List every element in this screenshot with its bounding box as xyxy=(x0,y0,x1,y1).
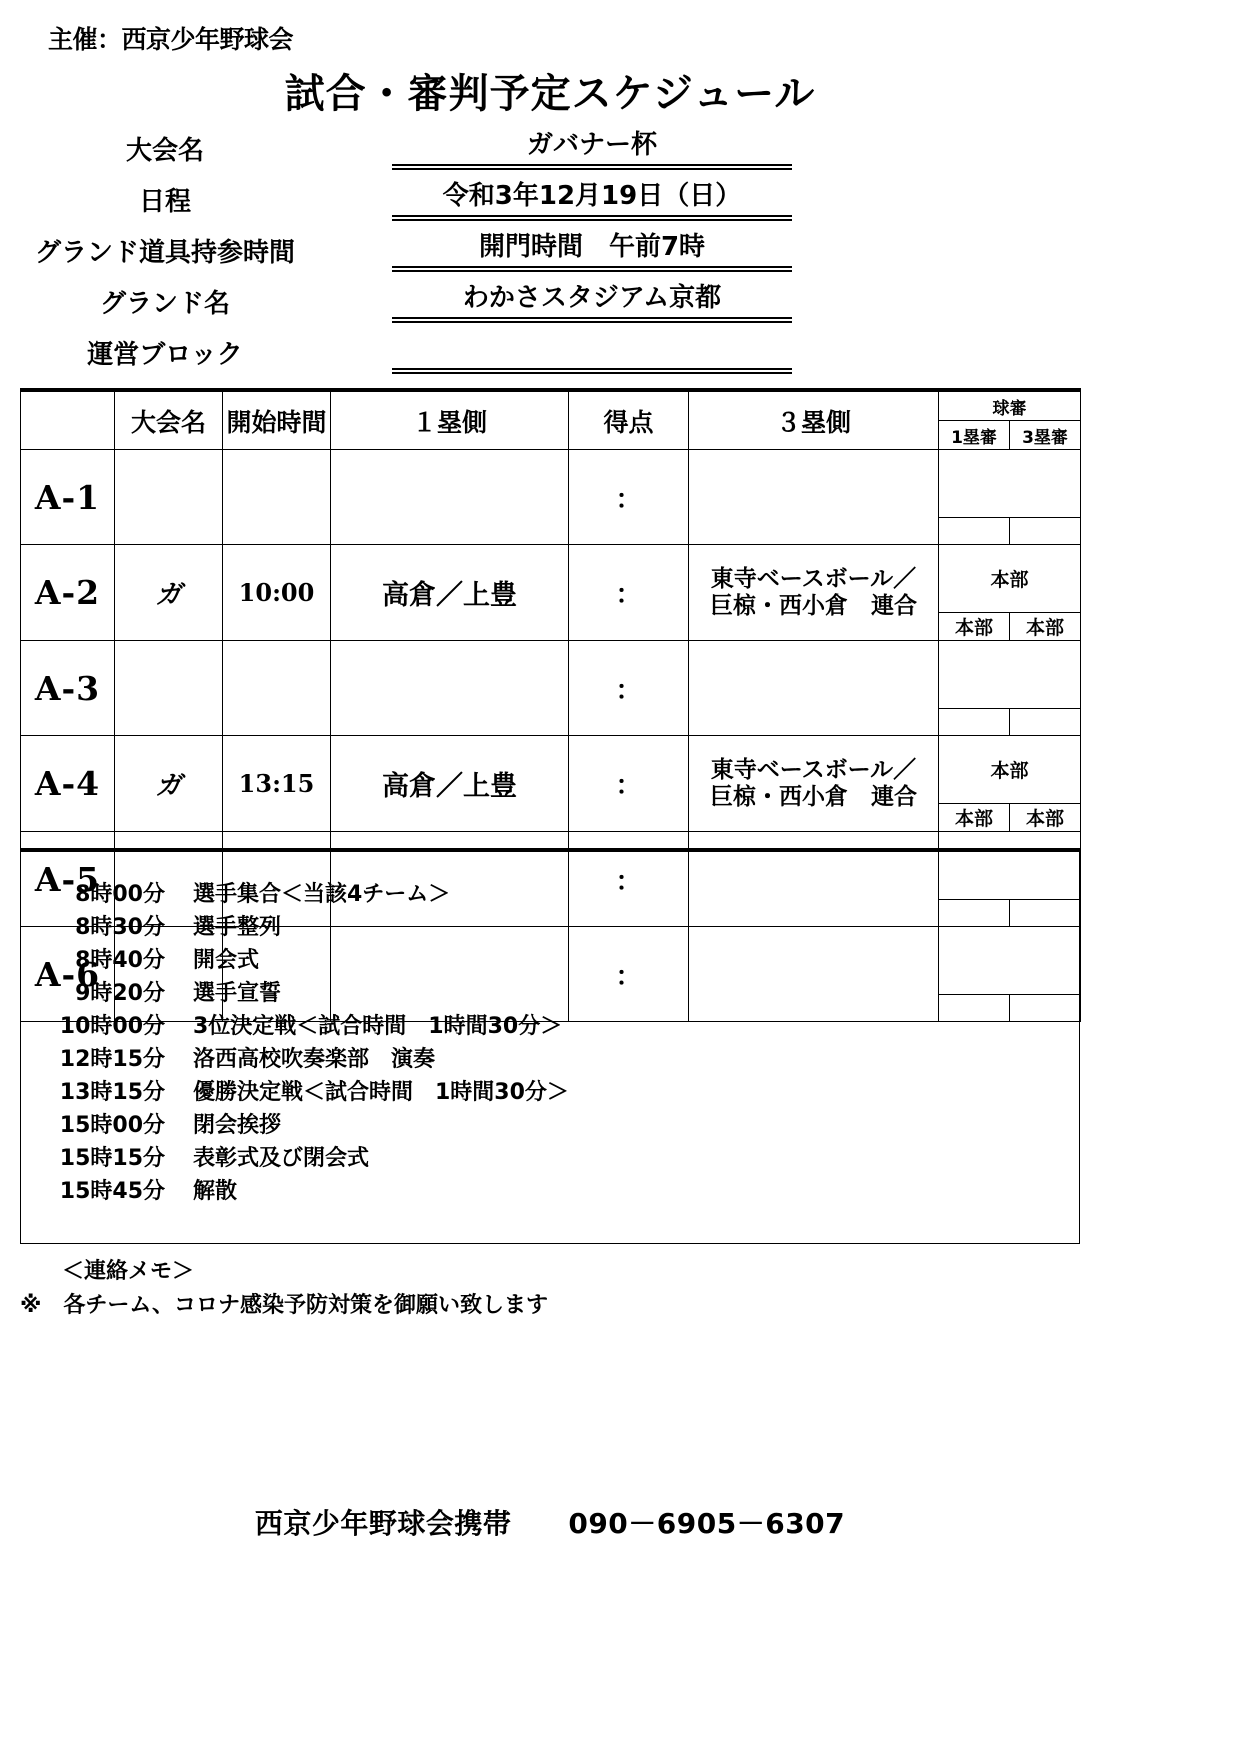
row-start-time[interactable]: 10:00 xyxy=(223,545,331,641)
timeline-time: 15時00分 xyxy=(59,1113,165,1138)
field-value-ground-name[interactable]: わかさスタジアム京都 xyxy=(462,283,722,313)
field-underline xyxy=(392,317,792,323)
row-umpire-main[interactable] xyxy=(939,450,1081,518)
table-row xyxy=(21,641,1081,709)
list-item xyxy=(47,1076,1079,1109)
timeline-text: 解散 xyxy=(193,1179,238,1204)
row-umpire-third[interactable] xyxy=(1010,518,1081,545)
list-item xyxy=(47,878,1079,911)
row-third-base-team[interactable] xyxy=(689,545,939,641)
row-umpire-main[interactable] xyxy=(939,641,1081,709)
field-underline xyxy=(392,368,792,374)
field-value-wrap xyxy=(392,281,792,323)
timeline-time: 13時15分 xyxy=(59,1080,165,1105)
third-base-line1: 東寺ベースボール／ xyxy=(710,757,917,784)
form-field-row xyxy=(0,128,1100,179)
row-umpire-first[interactable]: 本部 xyxy=(939,804,1010,832)
field-value-wrap xyxy=(392,179,792,221)
header-umpire-third: 3塁審 xyxy=(1010,421,1081,450)
timeline-text: 3位決定戦＜試合時間 1時間30分＞ xyxy=(193,1014,563,1039)
row-tournament[interactable]: ガ xyxy=(115,545,223,641)
footer-contact: 西京少年野球会携帯 090－6905－6307 xyxy=(254,1507,846,1540)
field-value-wrap xyxy=(392,332,792,374)
field-underline xyxy=(392,164,792,170)
field-value-equipment-time[interactable]: 開門時間 午前7時 xyxy=(478,232,706,262)
row-id: A-6 xyxy=(21,927,115,1022)
field-value-wrap xyxy=(392,128,792,170)
row-start-time[interactable] xyxy=(223,450,331,545)
form-fields xyxy=(0,128,1100,383)
row-score[interactable]: ： xyxy=(569,545,689,641)
row-id: A-3 xyxy=(21,641,115,736)
header-start-time: 開始時間 xyxy=(223,390,331,450)
row-id: A-2 xyxy=(21,545,115,641)
row-tournament[interactable] xyxy=(115,641,223,736)
timeline-text: 洛西高校吹奏楽部 演奏 xyxy=(193,1047,436,1072)
timeline-time: 15時45分 xyxy=(59,1179,165,1204)
list-item xyxy=(47,1010,1079,1043)
timeline-time: 12時15分 xyxy=(59,1047,165,1072)
row-tournament[interactable]: ガ xyxy=(115,736,223,832)
field-label-operation-block: 運営ブロック xyxy=(87,340,243,370)
page-title: 試合・審判予定スケジュール xyxy=(284,71,816,117)
field-value-wrap xyxy=(392,230,792,272)
row-id: A-4 xyxy=(21,736,115,832)
row-start-time[interactable]: 13:15 xyxy=(223,736,331,832)
row-id: A-1 xyxy=(21,450,115,545)
row-score[interactable]: ： xyxy=(569,927,689,1022)
table-header-row-main xyxy=(21,390,1081,421)
row-start-time[interactable] xyxy=(223,641,331,736)
timeline-text: 選手整列 xyxy=(193,915,282,940)
row-first-base-team[interactable] xyxy=(331,450,569,545)
memo-note: ※ 各チーム、コロナ感染予防対策を御願い致します xyxy=(20,1293,549,1318)
field-value-date[interactable]: 令和3年12月19日（日） xyxy=(442,181,742,211)
form-field-row xyxy=(0,281,1100,332)
field-underline xyxy=(392,215,792,221)
list-item xyxy=(47,911,1079,944)
field-label-tournament: 大会名 xyxy=(125,136,204,166)
row-first-base-team[interactable]: 高倉／上豊 xyxy=(331,545,569,641)
field-value-operation-block[interactable] xyxy=(392,332,792,366)
timeline-text: 選手集合＜当該4チーム＞ xyxy=(193,882,451,907)
timeline-text: 開会式 xyxy=(193,948,260,973)
timeline-schedule-box xyxy=(20,848,1080,1244)
header-third-base: ３塁側 xyxy=(689,390,939,450)
row-score[interactable]: ： xyxy=(569,641,689,736)
row-umpire-first[interactable] xyxy=(939,518,1010,545)
list-item xyxy=(47,1109,1079,1142)
row-umpire-first[interactable] xyxy=(939,709,1010,736)
timeline-time: 8時40分 xyxy=(75,948,165,973)
third-base-line2: 巨椋・西小倉 連合 xyxy=(710,592,917,619)
timeline-time: 15時15分 xyxy=(59,1146,165,1171)
list-item xyxy=(47,944,1079,977)
timeline-text: 閉会挨拶 xyxy=(193,1113,282,1138)
organizer-label: 主催：西京少年野球会 xyxy=(48,25,294,54)
header-id xyxy=(21,390,115,450)
row-score[interactable]: ： xyxy=(569,736,689,832)
row-tournament[interactable] xyxy=(115,450,223,545)
row-score[interactable]: ： xyxy=(569,832,689,927)
field-underline xyxy=(392,266,792,272)
form-field-row xyxy=(0,230,1100,281)
timeline-list xyxy=(21,852,1079,1208)
timeline-time: 10時00分 xyxy=(59,1014,165,1039)
third-base-line2: 巨椋・西小倉 連合 xyxy=(710,783,917,810)
list-item xyxy=(47,1043,1079,1076)
timeline-text: 選手宣誓 xyxy=(193,981,282,1006)
list-item xyxy=(47,977,1079,1010)
row-third-base-team[interactable] xyxy=(689,450,939,545)
row-third-base-team[interactable] xyxy=(689,641,939,736)
header-tournament: 大会名 xyxy=(115,390,223,450)
row-umpire-third[interactable] xyxy=(1010,709,1081,736)
row-first-base-team[interactable] xyxy=(331,641,569,736)
field-label-ground-name: グランド名 xyxy=(99,289,230,319)
header-umpire-group: 球審 xyxy=(939,390,1081,421)
form-field-row xyxy=(0,179,1100,230)
list-item xyxy=(47,1142,1079,1175)
table-row xyxy=(21,450,1081,518)
row-third-base-team[interactable] xyxy=(689,736,939,832)
timeline-time: 9時20分 xyxy=(75,981,165,1006)
row-umpire-main[interactable]: 本部 xyxy=(939,545,1081,613)
list-item xyxy=(47,1175,1079,1208)
memo-title: ＜連絡メモ＞ xyxy=(62,1259,195,1284)
row-umpire-third[interactable]: 本部 xyxy=(1010,804,1081,832)
header-score: 得点 xyxy=(569,390,689,450)
table-row xyxy=(21,736,1081,804)
timeline-text: 優勝決定戦＜試合時間 1時間30分＞ xyxy=(193,1080,569,1105)
form-field-row xyxy=(0,332,1100,383)
row-umpire-main[interactable]: 本部 xyxy=(939,736,1081,804)
table-row xyxy=(21,545,1081,613)
row-umpire-third[interactable]: 本部 xyxy=(1010,613,1081,641)
row-first-base-team[interactable]: 高倉／上豊 xyxy=(331,736,569,832)
header-umpire-first: 1塁審 xyxy=(939,421,1010,450)
field-label-equipment-time: グランド道具持参時間 xyxy=(34,238,295,268)
timeline-text: 表彰式及び閉会式 xyxy=(193,1146,370,1171)
timeline-time: 8時30分 xyxy=(75,915,165,940)
header-first-base: １塁側 xyxy=(331,390,569,450)
field-label-date: 日程 xyxy=(138,187,191,217)
row-umpire-first[interactable]: 本部 xyxy=(939,613,1010,641)
row-score[interactable]: ： xyxy=(569,450,689,545)
field-value-tournament[interactable]: ガバナー杯 xyxy=(526,130,657,160)
third-base-line1: 東寺ベースボール／ xyxy=(710,566,917,593)
row-id: A-5 xyxy=(21,832,115,927)
timeline-time: 8時00分 xyxy=(75,882,165,907)
